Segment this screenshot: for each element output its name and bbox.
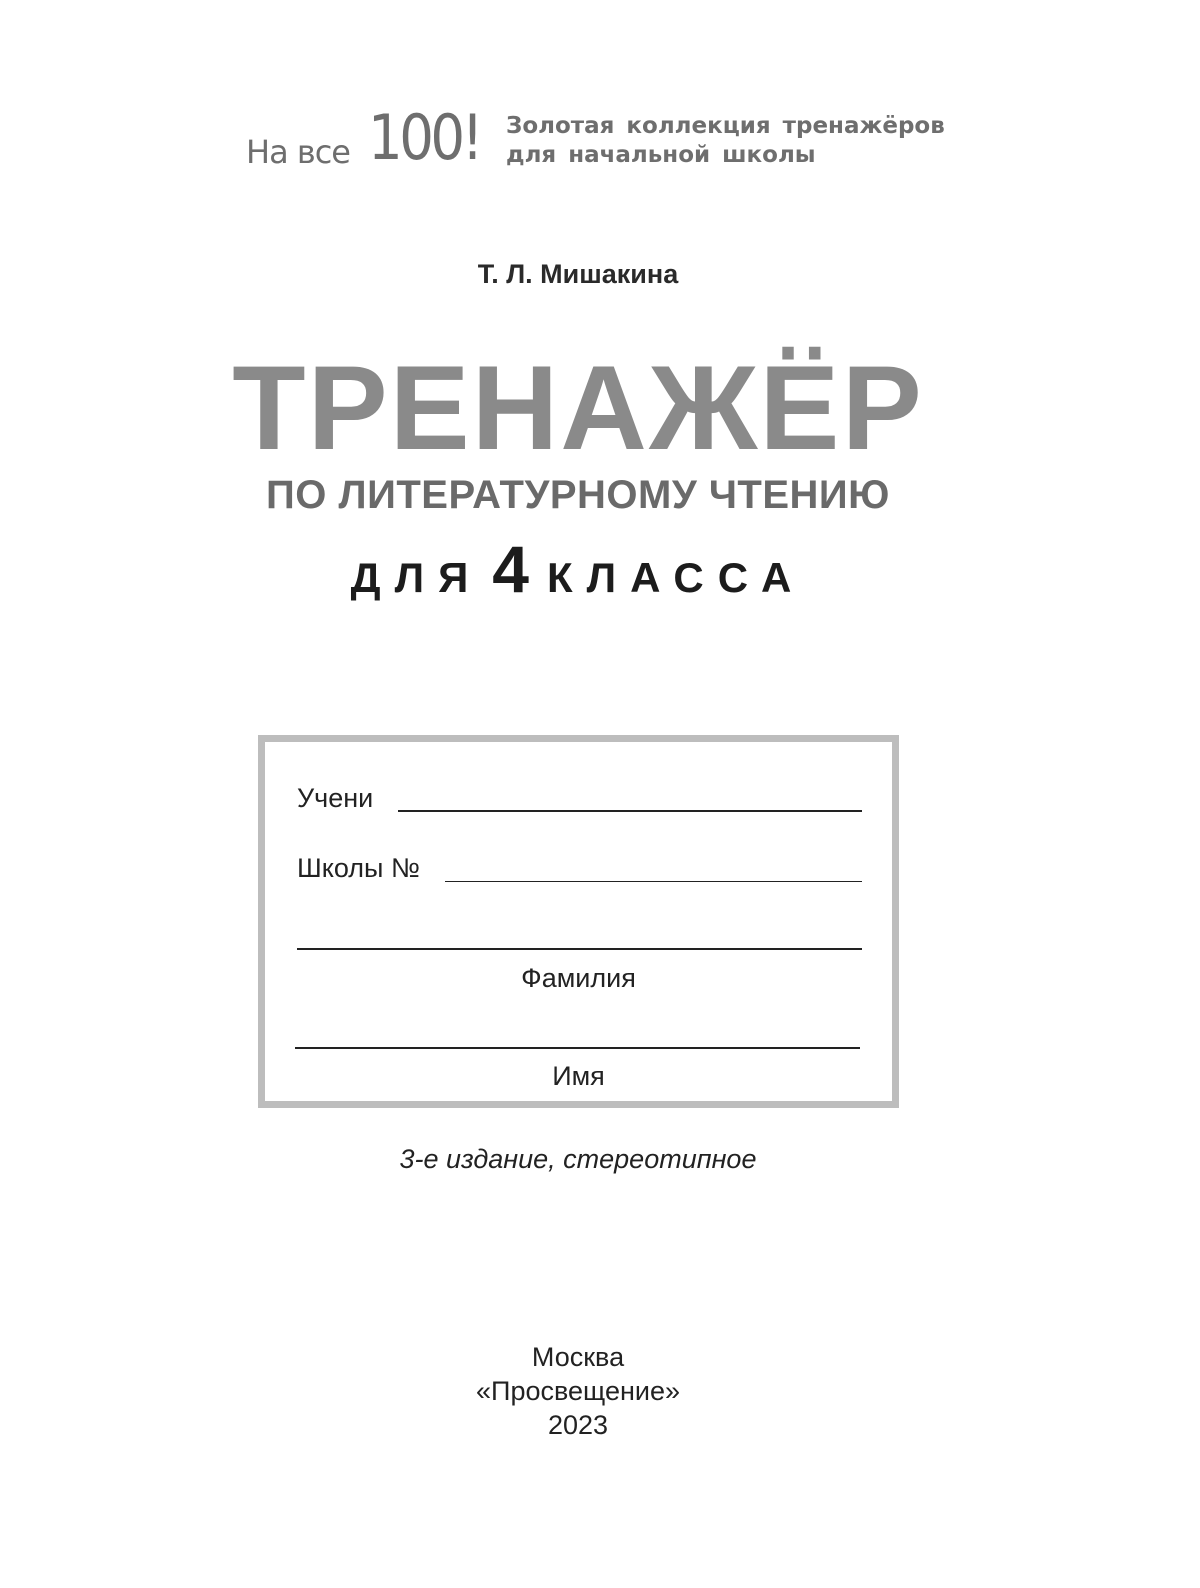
- grade-number: 4: [492, 532, 529, 606]
- imprint-publisher: «Просвещение»: [476, 1376, 680, 1406]
- series-description: [506, 112, 945, 170]
- name-field-line[interactable]: [295, 1047, 860, 1049]
- student-label: Учени: [297, 783, 374, 813]
- book-title: ТРЕНАЖЁР: [232, 341, 924, 475]
- school-label: Школы №: [297, 853, 420, 883]
- grade-suffix: КЛАССА: [546, 554, 806, 601]
- imprint-year: 2023: [547, 1410, 609, 1440]
- student-info-box: [258, 735, 899, 1108]
- imprint-city: Москва: [531, 1342, 625, 1372]
- surname-field-line[interactable]: [297, 948, 862, 950]
- student-field-line[interactable]: [398, 810, 862, 812]
- imprint: [0, 1340, 1156, 1442]
- grade-line: [0, 534, 1156, 623]
- name-caption: Имя: [552, 1061, 605, 1091]
- edition-note: 3-е издание, стереотипное: [399, 1144, 757, 1174]
- series-number: 100!: [368, 101, 480, 174]
- series-line-1: Золотая коллекция тренажёров: [506, 113, 945, 139]
- author-name: Т. Л. Мишакина: [477, 259, 679, 289]
- series-line-2: для начальной школы: [506, 142, 816, 168]
- series-header: [246, 101, 945, 174]
- school-field-line[interactable]: [445, 881, 862, 882]
- grade-prefix: ДЛЯ: [350, 554, 483, 601]
- book-subtitle: ПО ЛИТЕРАТУРНОМУ ЧТЕНИЮ: [266, 473, 890, 517]
- surname-caption: Фамилия: [521, 963, 636, 993]
- series-prefix: На все: [246, 133, 350, 171]
